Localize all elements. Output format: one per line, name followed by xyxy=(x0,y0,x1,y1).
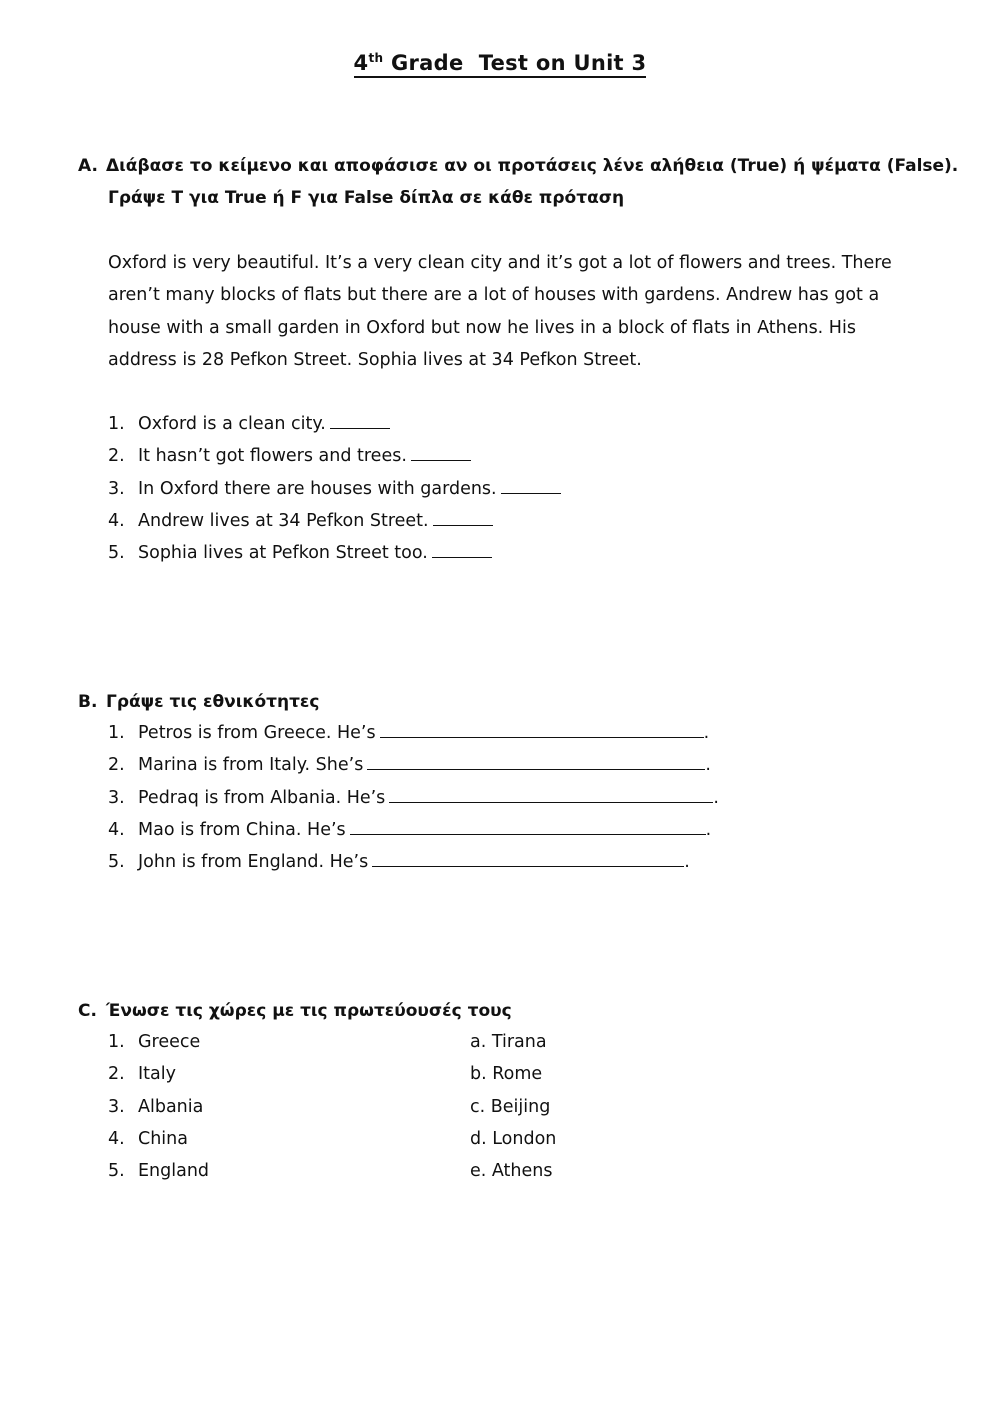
capital-item[interactable]: c. Beijing xyxy=(470,1096,551,1117)
page-title-underlined xyxy=(354,50,647,78)
countries-list xyxy=(108,1026,209,1187)
country-number: 3. xyxy=(108,1096,125,1117)
question-text: Pedraq is from Albania. He’s xyxy=(138,787,386,808)
question-text: John is from England. He’s xyxy=(138,852,369,873)
section-b-letter: B. xyxy=(78,692,98,712)
nationality-question xyxy=(108,846,719,878)
question-number: 2. xyxy=(108,755,125,776)
question-number: 3. xyxy=(108,787,125,808)
answer-blank[interactable] xyxy=(367,751,705,770)
capital-item[interactable]: b. Rome xyxy=(470,1064,543,1085)
section-b-heading xyxy=(78,686,319,718)
country-number: 5. xyxy=(108,1161,125,1182)
country-item[interactable] xyxy=(108,1123,209,1155)
section-b-instruction: Γράψε τις εθνικότητες xyxy=(106,692,320,712)
section-c-instruction: Ένωσε τις χώρες με τις πρωτεύουσές τους xyxy=(106,1001,512,1021)
country-name: Greece xyxy=(138,1032,201,1052)
tf-question xyxy=(108,408,561,440)
true-false-questions xyxy=(108,408,561,569)
answer-blank[interactable] xyxy=(350,816,706,835)
country-number: 4. xyxy=(108,1128,125,1149)
reading-passage xyxy=(108,247,988,376)
question-text: Andrew lives at 34 Pefkon Street. xyxy=(138,510,429,531)
answer-blank[interactable] xyxy=(411,442,471,461)
capital-item[interactable]: a. Tirana xyxy=(470,1032,547,1052)
question-number: 4. xyxy=(108,510,125,531)
end-mark: . xyxy=(705,755,711,776)
country-item[interactable] xyxy=(108,1091,209,1123)
capital-item[interactable]: e. Athens xyxy=(470,1161,553,1182)
end-mark: . xyxy=(703,723,710,743)
grade-suffix: th xyxy=(368,51,384,65)
end-mark: . xyxy=(705,819,712,840)
nationality-question xyxy=(108,782,719,814)
nationality-questions xyxy=(108,717,719,878)
question-text: Marina is from Italy. She’s xyxy=(138,755,364,776)
tf-question xyxy=(108,505,561,537)
country-item[interactable] xyxy=(108,1026,209,1058)
question-text: It hasn’t got flowers and trees. xyxy=(138,446,407,467)
passage-line: address is 28 Pefkon Street. Sophia lives at 34 Pefkon Street. xyxy=(108,349,642,370)
country-name: Italy xyxy=(138,1064,176,1085)
question-number: 5. xyxy=(108,852,125,873)
answer-blank[interactable] xyxy=(389,784,713,803)
question-text: Mao is from China. He’s xyxy=(138,819,346,840)
end-mark: . xyxy=(713,787,719,808)
country-number: 1. xyxy=(108,1032,125,1052)
title-text: Grade Test on Unit 3 xyxy=(390,51,647,75)
section-c-letter: C. xyxy=(78,1001,97,1021)
passage-line: house with a small garden in Oxford but now he lives in a block of flats in Athens. His xyxy=(108,317,856,338)
country-name: England xyxy=(138,1161,210,1182)
country-name: China xyxy=(138,1128,188,1149)
question-number: 1. xyxy=(108,723,125,743)
answer-blank[interactable] xyxy=(501,475,561,494)
country-name: Albania xyxy=(138,1096,204,1117)
page-title xyxy=(0,50,1000,78)
capitals-list xyxy=(470,1026,556,1187)
answer-blank[interactable] xyxy=(380,719,704,738)
country-number: 2. xyxy=(108,1064,125,1085)
section-a-heading xyxy=(78,150,958,182)
question-text: Petros is from Greece. He’s xyxy=(138,723,376,743)
country-item[interactable] xyxy=(108,1155,209,1187)
question-number: 4. xyxy=(108,819,125,840)
grade-number: 4 xyxy=(353,51,369,75)
question-text: Oxford is a clean city. xyxy=(138,414,326,434)
question-text: Sophia lives at Pefkon Street too. xyxy=(138,543,428,564)
answer-blank[interactable] xyxy=(432,539,492,558)
capital-item[interactable]: d. London xyxy=(470,1128,557,1149)
question-text: In Oxford there are houses with gardens. xyxy=(138,478,497,499)
answer-blank[interactable] xyxy=(372,848,684,867)
tf-question xyxy=(108,537,561,569)
section-c-heading xyxy=(78,995,512,1027)
section-a-instruction-line2: Γράψε T για True ή F για False δίπλα σε κάθε πρόταση xyxy=(108,188,625,208)
nationality-question xyxy=(108,717,719,749)
country-item[interactable] xyxy=(108,1058,209,1090)
passage-line: aren’t many blocks of flats but there are a lot of houses with gardens. Andrew has got a xyxy=(108,285,880,306)
tf-question xyxy=(108,440,561,472)
question-number: 1. xyxy=(108,414,125,434)
question-number: 2. xyxy=(108,446,125,467)
passage-line: Oxford is very beautiful. It’s a very clean city and it’s got a lot of flowers and trees. There xyxy=(108,253,892,273)
end-mark: . xyxy=(684,852,690,873)
question-number: 5. xyxy=(108,543,125,564)
answer-blank[interactable] xyxy=(330,410,390,429)
section-a-instruction-line1: Διάβασε το κείμενο και αποφάσισε αν οι προτάσεις λένε αλήθεια (True) ή ψέματα (False). xyxy=(106,156,959,176)
nationality-question xyxy=(108,814,719,846)
answer-blank[interactable] xyxy=(433,507,493,526)
question-number: 3. xyxy=(108,478,125,499)
section-a-letter: A. xyxy=(78,156,98,176)
nationality-question xyxy=(108,749,719,781)
tf-question xyxy=(108,473,561,505)
